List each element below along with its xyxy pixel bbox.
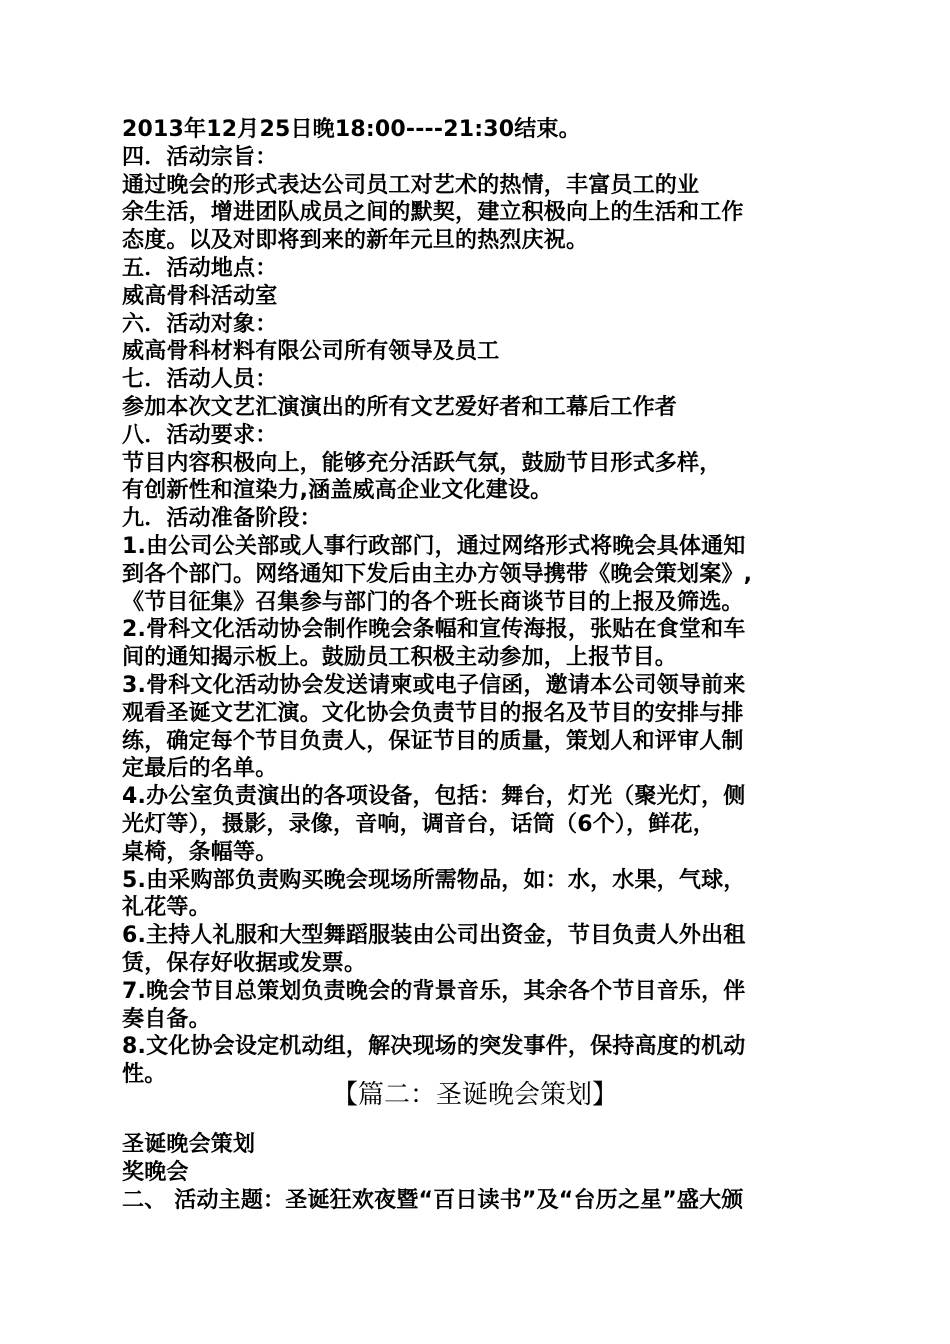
text-line: 光灯等），摄影，录像，音响，调音台，话筒（6个），鲜花， [122, 811, 715, 837]
body-text [122, 116, 822, 1089]
text-line: 《节目征集》召集参与部门的各个班长商谈节目的上报及筛选。 [122, 589, 744, 615]
text-line: 定最后的名单。 [122, 756, 278, 782]
text-line: 有创新性和渲染力,涵盖威高企业文化建设。 [122, 478, 553, 504]
text-line: 赁，保存好收据或发票。 [122, 950, 367, 976]
text-line: 观看圣诞文艺汇演。文化协会负责节目的报名及节目的安排与排 [122, 700, 744, 726]
text-line: 练，确定每个节目负责人，保证节目的质量，策划人和评审人制 [122, 728, 744, 754]
text-line: 1.由公司公关部或人事行政部门，通过网络形式将晚会具体通知 [122, 533, 746, 559]
section-heading-requirements: 八．活动要求： [122, 422, 278, 448]
text-line: 奏自备。 [122, 1006, 211, 1032]
text-line: 5.由采购部负责购买晚会现场所需物品，如：水，水果，气球， [122, 867, 746, 893]
text-line: 节目内容积极向上，能够充分活跃气氛，鼓励节目形式多样， [122, 450, 722, 476]
text-line: 威高骨科活动室 [122, 283, 278, 309]
text-line: 到各个部门。网络通知下发后由主办方领导携带《晚会策划案》, [122, 561, 753, 587]
text-line: 间的通知揭示板上。鼓励员工积极主动参加，上报节目。 [122, 645, 678, 671]
section-title: 【篇二：圣诞晚会策划】 [331, 1080, 618, 1110]
section-heading-location: 五．活动地点： [122, 255, 278, 281]
text-line: 6.主持人礼服和大型舞蹈服装由公司出资金，节目负责人外出租 [122, 923, 746, 949]
text-line: 余生活，增进团队成员之间的默契，建立积极向上的生活和工作 [122, 200, 744, 226]
text-line: 礼花等。 [122, 895, 211, 921]
text-line: 圣诞晚会策划 [122, 1132, 256, 1157]
text-line: 奖晚会 [122, 1159, 189, 1185]
section-heading-personnel: 七．活动人员： [122, 367, 278, 393]
text-line: 8.文化协会设定机动组，解决现场的突发事件，保持高度的机动 [122, 1034, 746, 1060]
text-line: 通过晚会的形式表达公司员工对艺术的热情，丰富员工的业 [122, 172, 700, 198]
text-line: 2.骨科文化活动协会制作晚会条幅和宣传海报，张贴在食堂和车 [122, 617, 746, 643]
text-line: 参加本次文艺汇演演出的所有文艺爱好者和工幕后工作者 [122, 394, 678, 420]
text-line: 二、 活动主题：圣诞狂欢夜暨“百日读书”及“台历之星”盛大颁 [122, 1187, 744, 1213]
text-line: 7.晚会节目总策划负责晚会的背景音乐，其余各个节目音乐，伴 [122, 978, 746, 1004]
section-heading-audience: 六．活动对象： [122, 311, 278, 337]
text-line: 威高骨科材料有限公司所有领导及员工 [122, 339, 500, 365]
text-line: 3.骨科文化活动协会发送请柬或电子信函，邀请本公司领导前来 [122, 672, 746, 698]
section-heading-purpose: 四．活动宗旨： [122, 144, 278, 170]
text-line: 桌椅，条幅等。 [122, 839, 278, 865]
section-two-body [122, 1131, 822, 1214]
text-line: 态度。以及对即将到来的新年元旦的热烈庆祝。 [122, 228, 589, 254]
text-line: 性。 [122, 1062, 167, 1088]
text-line: 4.办公室负责演出的各项设备，包括：舞台，灯光（聚光灯，侧 [122, 784, 746, 810]
text-line: 2013年12月25日晚18:00----21:30结束。 [122, 117, 581, 142]
section-heading-preparation: 九．活动准备阶段： [122, 506, 322, 532]
